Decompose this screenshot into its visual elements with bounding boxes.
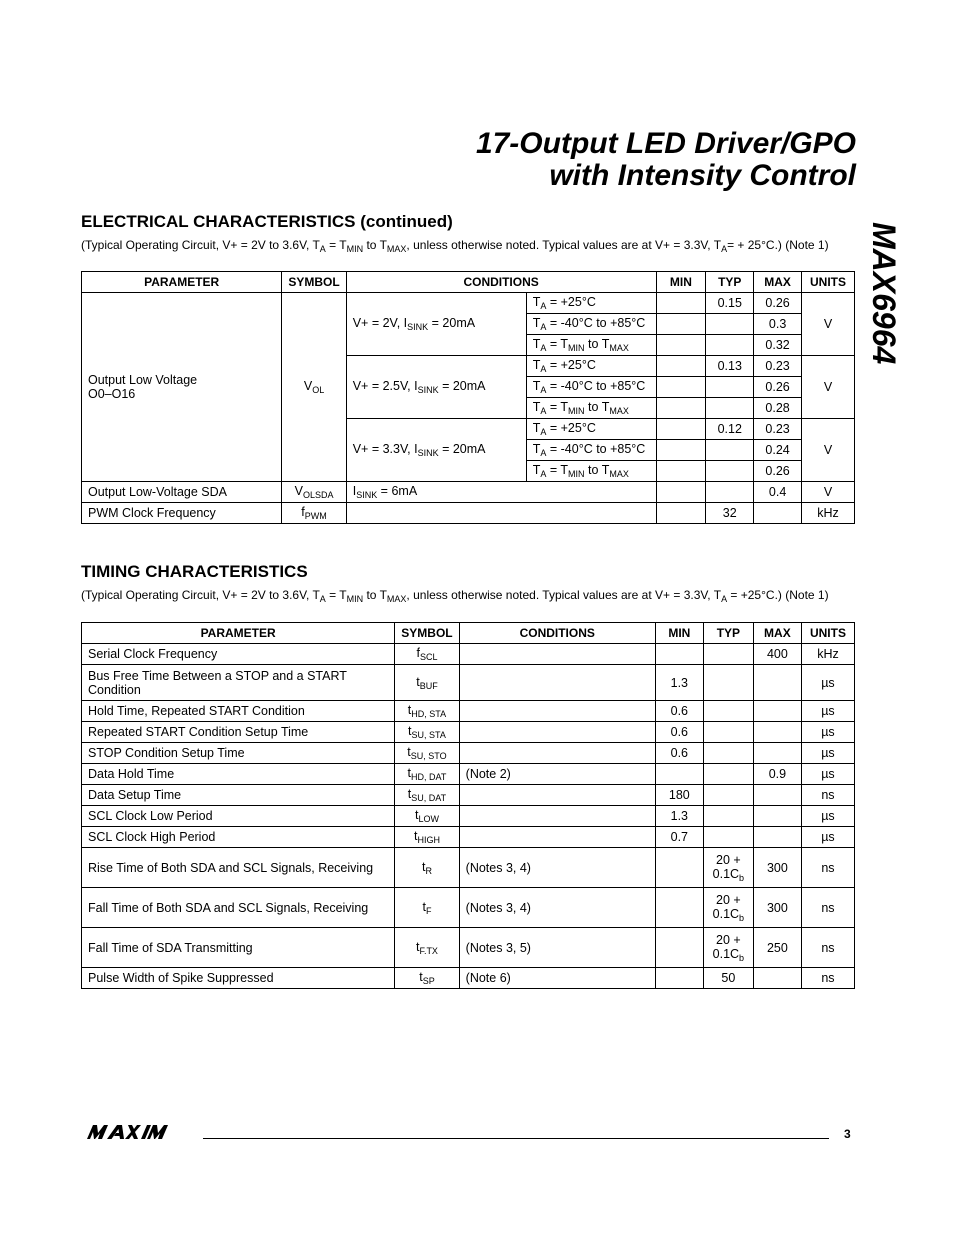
max-cell	[753, 665, 801, 701]
vol-temp-condition: $T_A = +25^\circ C$	[526, 293, 656, 314]
page-title	[476, 128, 856, 192]
table-row	[82, 665, 855, 701]
timing-table	[81, 622, 855, 989]
unit-cell: µs	[801, 827, 854, 848]
timing-header-conditions: CONDITIONS	[459, 623, 655, 644]
max-cell	[753, 701, 801, 722]
vol-condition: V+ = 2V, $I_{SINK} = 20mA$	[346, 293, 526, 356]
electrical-table	[81, 271, 855, 524]
min-cell	[656, 503, 706, 524]
typ-cell: 20 + $0.1C_b$	[703, 888, 753, 928]
timing-condition	[459, 806, 655, 827]
elec-header-symbol: SYMBOL	[282, 272, 346, 293]
typ-cell	[703, 785, 753, 806]
min-cell: 0.6	[655, 701, 703, 722]
max-cell: 300	[753, 888, 801, 928]
table-row	[82, 848, 855, 888]
vol-symbol: $V_{OL}$	[282, 293, 346, 482]
maxim-logo	[83, 1124, 191, 1145]
unit-cell: kHz	[802, 503, 855, 524]
typ-cell	[706, 314, 754, 335]
max-cell: 0.4	[754, 482, 802, 503]
typ-cell	[703, 701, 753, 722]
sda-symbol: $V_{OLSDA}$	[282, 482, 346, 503]
vol-temp-condition: $T_A = -40^\circ C$ to +85°C	[526, 440, 656, 461]
timing-header-max: MAX	[753, 623, 801, 644]
timing-header-parameter: PARAMETER	[82, 623, 395, 644]
typ-cell	[706, 440, 754, 461]
min-cell	[656, 440, 706, 461]
vol-temp-condition: $T_A = T_{MIN}$ to $T_{MAX}$	[526, 398, 656, 419]
table-row	[82, 785, 855, 806]
typ-cell: 0.12	[706, 419, 754, 440]
timing-parameter: SCL Clock High Period	[82, 827, 395, 848]
max-cell: 0.23	[754, 419, 802, 440]
unit-cell: µs	[801, 701, 854, 722]
timing-header-typ: TYP	[703, 623, 753, 644]
min-cell	[655, 644, 703, 665]
timing-heading: TIMING CHARACTERISTICS	[81, 562, 308, 581]
typ-cell	[706, 335, 754, 356]
page-number: 3	[844, 1127, 851, 1141]
unit-cell: V	[802, 419, 855, 482]
footer-rule	[203, 1138, 829, 1139]
typ-cell	[706, 398, 754, 419]
table-row	[82, 722, 855, 743]
timing-parameter: Bus Free Time Between a STOP and a START Condition	[82, 665, 395, 701]
max-cell	[753, 806, 801, 827]
timing-condition: (Notes 3, 4)	[459, 848, 655, 888]
typ-cell	[703, 722, 753, 743]
table-row	[82, 482, 855, 503]
unit-cell: ns	[801, 928, 854, 968]
table-row	[82, 928, 855, 968]
timing-symbol: $t_{F.TX}$	[395, 928, 459, 968]
max-cell	[753, 827, 801, 848]
unit-cell: ns	[801, 888, 854, 928]
vol-condition: V+ = 2.5V, $I_{SINK} = 20mA$	[346, 356, 526, 419]
timing-parameter: Rise Time of Both SDA and SCL Signals, Receiving	[82, 848, 395, 888]
unit-cell: ns	[801, 848, 854, 888]
max-cell	[753, 722, 801, 743]
timing-symbol: $t_{HD, DAT}$	[395, 764, 459, 785]
timing-parameter: Repeated START Condition Setup Time	[82, 722, 395, 743]
max-cell: 0.26	[754, 293, 802, 314]
timing-note: (Typical Operating Circuit, V+ = 2V to 3.6V, $T_A = T_{MIN}$ to $T_{MAX}$, unless otherwise noted. Typical values are at V+ = 3.3V, $T_A = +25^\circ C$.) (Note 1)	[81, 588, 829, 604]
timing-condition: (Notes 3, 5)	[459, 928, 655, 968]
typ-cell	[703, 743, 753, 764]
timing-symbol: $t_F$	[395, 888, 459, 928]
max-cell: 400	[753, 644, 801, 665]
min-cell	[655, 764, 703, 785]
typ-cell: 20 + $0.1C_b$	[703, 848, 753, 888]
typ-cell: 32	[706, 503, 754, 524]
elec-header-parameter: PARAMETER	[82, 272, 282, 293]
timing-parameter: Data Setup Time	[82, 785, 395, 806]
max-cell: 0.32	[754, 335, 802, 356]
min-cell	[656, 398, 706, 419]
timing-parameter: STOP Condition Setup Time	[82, 743, 395, 764]
timing-symbol: $t_R$	[395, 848, 459, 888]
typ-cell	[706, 461, 754, 482]
min-cell	[655, 888, 703, 928]
max-cell: 0.24	[754, 440, 802, 461]
unit-cell: µs	[801, 722, 854, 743]
min-cell	[656, 314, 706, 335]
timing-symbol: $t_{SP}$	[395, 968, 459, 989]
typ-cell	[703, 644, 753, 665]
timing-condition	[459, 665, 655, 701]
typ-cell	[706, 482, 754, 503]
table-row	[82, 503, 855, 524]
min-cell	[655, 928, 703, 968]
max-cell: 0.3	[754, 314, 802, 335]
min-cell	[656, 377, 706, 398]
typ-cell: 0.15	[706, 293, 754, 314]
timing-condition	[459, 644, 655, 665]
max-cell	[753, 968, 801, 989]
unit-cell: V	[802, 356, 855, 419]
unit-cell: ns	[801, 785, 854, 806]
elec-header-min: MIN	[656, 272, 706, 293]
timing-parameter: SCL Clock Low Period	[82, 806, 395, 827]
typ-cell	[703, 665, 753, 701]
max-cell: 0.23	[754, 356, 802, 377]
typ-cell	[703, 806, 753, 827]
min-cell: 1.3	[655, 665, 703, 701]
table-row	[82, 827, 855, 848]
max-cell: 250	[753, 928, 801, 968]
typ-cell: 0.13	[706, 356, 754, 377]
maxim-logo-icon	[83, 1124, 191, 1140]
timing-condition	[459, 827, 655, 848]
vol-temp-condition: $T_A = +25^\circ C$	[526, 356, 656, 377]
min-cell: 0.6	[655, 722, 703, 743]
vol-temp-condition: $T_A = +25^\circ C$	[526, 419, 656, 440]
typ-cell	[706, 377, 754, 398]
unit-cell: µs	[801, 806, 854, 827]
unit-cell: µs	[801, 665, 854, 701]
vol-temp-condition: $T_A = -40^\circ C$ to +85°C	[526, 314, 656, 335]
min-cell: 180	[655, 785, 703, 806]
vol-temp-condition: $T_A = T_{MIN}$ to $T_{MAX}$	[526, 335, 656, 356]
timing-parameter: Data Hold Time	[82, 764, 395, 785]
min-cell: 1.3	[655, 806, 703, 827]
pwm-parameter: PWM Clock Frequency	[82, 503, 282, 524]
sda-parameter: Output Low-Voltage SDA	[82, 482, 282, 503]
max-cell: 300	[753, 848, 801, 888]
table-row	[82, 764, 855, 785]
vol-temp-condition: $T_A = -40^\circ C$ to +85°C	[526, 377, 656, 398]
timing-condition	[459, 701, 655, 722]
timing-symbol: $t_{BUF}$	[395, 665, 459, 701]
max-cell	[753, 743, 801, 764]
timing-condition	[459, 743, 655, 764]
typ-cell: 50	[703, 968, 753, 989]
min-cell	[656, 461, 706, 482]
timing-parameter: Serial Clock Frequency	[82, 644, 395, 665]
timing-header-units: UNITS	[801, 623, 854, 644]
elec-header-typ: TYP	[706, 272, 754, 293]
timing-symbol: $t_{SU, STA}$	[395, 722, 459, 743]
min-cell	[656, 335, 706, 356]
timing-condition	[459, 722, 655, 743]
unit-cell: V	[802, 482, 855, 503]
timing-condition: (Note 6)	[459, 968, 655, 989]
min-cell: 0.7	[655, 827, 703, 848]
max-cell: 0.26	[754, 377, 802, 398]
timing-parameter: Fall Time of Both SDA and SCL Signals, Receiving	[82, 888, 395, 928]
title-line-2: with Intensity Control	[549, 159, 856, 192]
min-cell: 0.6	[655, 743, 703, 764]
timing-header-min: MIN	[655, 623, 703, 644]
table-row	[82, 701, 855, 722]
timing-condition	[459, 785, 655, 806]
electrical-heading: ELECTRICAL CHARACTERISTICS (continued)	[81, 212, 453, 231]
unit-cell: µs	[801, 764, 854, 785]
table-row	[82, 888, 855, 928]
unit-cell: kHz	[801, 644, 854, 665]
timing-condition: (Note 2)	[459, 764, 655, 785]
table-row	[82, 293, 855, 314]
timing-condition: (Notes 3, 4)	[459, 888, 655, 928]
title-line-1: 17-Output LED Driver/GPO	[475, 127, 856, 160]
unit-cell: ns	[801, 968, 854, 989]
min-cell	[656, 356, 706, 377]
timing-header-symbol: SYMBOL	[395, 623, 459, 644]
min-cell	[656, 419, 706, 440]
side-part-number	[866, 222, 906, 382]
elec-header-conditions: CONDITIONS	[346, 272, 656, 293]
unit-cell: V	[802, 293, 855, 356]
max-cell: 0.9	[753, 764, 801, 785]
table-row	[82, 806, 855, 827]
min-cell	[655, 848, 703, 888]
vol-temp-condition: $T_A = T_{MIN}$ to $T_{MAX}$	[526, 461, 656, 482]
timing-symbol: $t_{HIGH}$	[395, 827, 459, 848]
vol-parameter: Output Low Voltage O0–O16	[82, 293, 282, 482]
unit-cell: µs	[801, 743, 854, 764]
electrical-note: (Typical Operating Circuit, V+ = 2V to 3.6V, $T_A = T_{MIN}$ to $T_{MAX}$, unless otherwise noted. Typical values are at V+ = 3.3V, $T_A= + 25^\circ C$.) (Note 1)	[81, 238, 829, 254]
timing-symbol: $f_{SCL}$	[395, 644, 459, 665]
timing-symbol: $t_{SU, DAT}$	[395, 785, 459, 806]
table-row	[82, 644, 855, 665]
pwm-condition	[346, 503, 656, 524]
elec-header-max: MAX	[754, 272, 802, 293]
table-row	[82, 968, 855, 989]
typ-cell: 20 + $0.1C_b$	[703, 928, 753, 968]
timing-symbol: $t_{SU, STO}$	[395, 743, 459, 764]
min-cell	[656, 293, 706, 314]
max-cell	[753, 785, 801, 806]
vol-condition: V+ = 3.3V, $I_{SINK} = 20mA$	[346, 419, 526, 482]
min-cell	[655, 968, 703, 989]
timing-symbol: $t_{LOW}$	[395, 806, 459, 827]
max-cell: 0.26	[754, 461, 802, 482]
pwm-symbol: $f_{PWM}$	[282, 503, 346, 524]
timing-parameter: Pulse Width of Spike Suppressed	[82, 968, 395, 989]
min-cell	[656, 482, 706, 503]
side-part-number-text: MAX6964	[866, 222, 902, 365]
timing-parameter: Fall Time of SDA Transmitting	[82, 928, 395, 968]
elec-header-units: UNITS	[802, 272, 855, 293]
max-cell	[754, 503, 802, 524]
sda-condition: $I_{SINK} = 6mA$	[346, 482, 656, 503]
typ-cell	[703, 827, 753, 848]
timing-symbol: $t_{HD, STA}$	[395, 701, 459, 722]
typ-cell	[703, 764, 753, 785]
timing-parameter: Hold Time, Repeated START Condition	[82, 701, 395, 722]
table-row	[82, 743, 855, 764]
max-cell: 0.28	[754, 398, 802, 419]
